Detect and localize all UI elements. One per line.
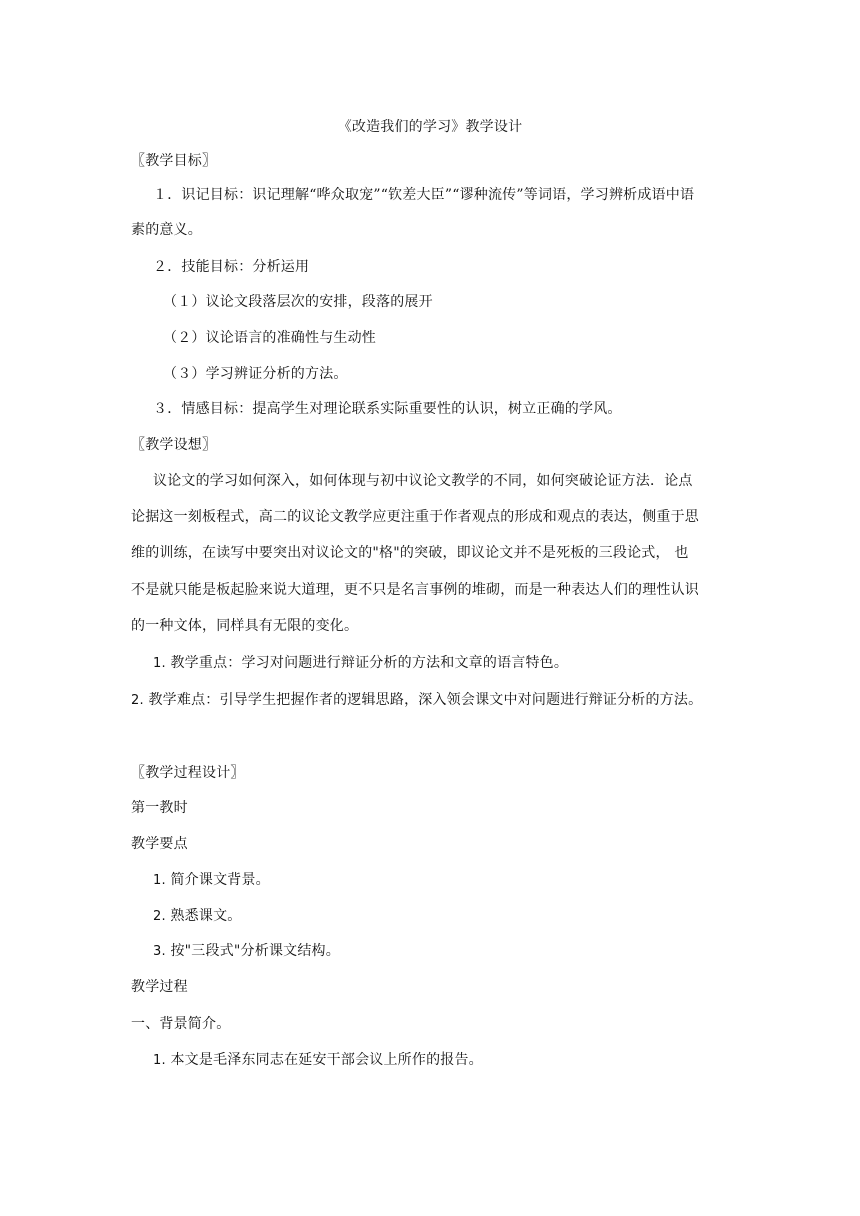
objectives-heading: 〖教学目标〗 <box>131 153 217 169</box>
document-title: 《改造我们的学习》教学设计 <box>337 119 523 135</box>
background-point-1-text: 本文是毛泽东同志在延安干部会议上所作的报告。 <box>170 1052 483 1068</box>
objective-1-line2: 素的意义。 <box>131 222 202 238</box>
background-point-1 <box>153 1050 483 1070</box>
idea-line-1: 议论文的学习如何深入，如何体现与初中议论文教学的不同，如何突破论证方法．论点 <box>153 473 693 489</box>
difficulty-number: 2. <box>131 693 144 708</box>
lesson-point-2-number: 2. <box>153 909 166 924</box>
objective-3: ３．情感目标：提高学生对理论联系实际重要性的认识，树立正确的学风。 <box>153 401 622 417</box>
lesson-one: 第一教时 <box>131 800 188 816</box>
lesson-point-2 <box>153 906 241 926</box>
background-point-1-number: 1. <box>153 1053 166 1068</box>
lesson-point-1-text: 简介课文背景。 <box>170 872 270 888</box>
lesson-point-3 <box>153 941 340 961</box>
idea-heading: 〖教学设想〗 <box>131 437 217 453</box>
lesson-point-1 <box>153 870 270 890</box>
key-point-text: 教学重点：学习对问题进行辩证分析的方法和文章的语言特色。 <box>170 655 569 671</box>
skill-3: （３）学习辨证分析的方法。 <box>163 366 348 382</box>
lesson-point-3-text: 按"三段式"分析课文结构。 <box>170 943 340 959</box>
skill-1: （１）议论文段落层次的安排，段落的展开 <box>163 294 433 310</box>
difficulty-text: 教学难点：引导学生把握作者的逻辑思路，深入领会课文中对问题进行辩证分析的方法。 <box>148 692 703 708</box>
lesson-points-label: 教学要点 <box>131 836 188 852</box>
process-label: 教学过程 <box>131 979 188 995</box>
key-point <box>153 653 568 673</box>
difficulty-point <box>131 690 702 710</box>
idea-line-4: 不是就只能是板起脸来说大道理，更不只是名言事例的堆砌，而是一种表达人们的理性认识 <box>131 582 699 598</box>
objective-2: ２．技能目标：分析运用 <box>153 259 310 275</box>
key-point-number: 1. <box>153 656 166 671</box>
objective-1-line1: １．识记目标：识记理解“哗众取宠”“钦差大臣”“谬种流传”等词语，学习辨析成语中语 <box>153 187 695 203</box>
lesson-point-2-text: 熟悉课文。 <box>170 908 242 924</box>
lesson-point-3-number: 3. <box>153 944 166 959</box>
lesson-point-1-number: 1. <box>153 873 166 888</box>
idea-line-3: 维的训练，在读写中要突出对议论文的"格"的突破，即议论文并不是死板的三段论式， 也 <box>131 545 689 561</box>
idea-line-2: 论据这一刻板程式，高二的议论文教学应更注重于作者观点的形成和观点的表达，侧重于思 <box>131 509 699 525</box>
process-heading: 〖教学过程设计〗 <box>131 765 245 781</box>
idea-line-5: 的一种文体，同样具有无限的变化。 <box>131 618 359 634</box>
background-heading: 一、背景简介。 <box>131 1016 231 1032</box>
skill-2: （２）议论语言的准确性与生动性 <box>163 330 376 346</box>
